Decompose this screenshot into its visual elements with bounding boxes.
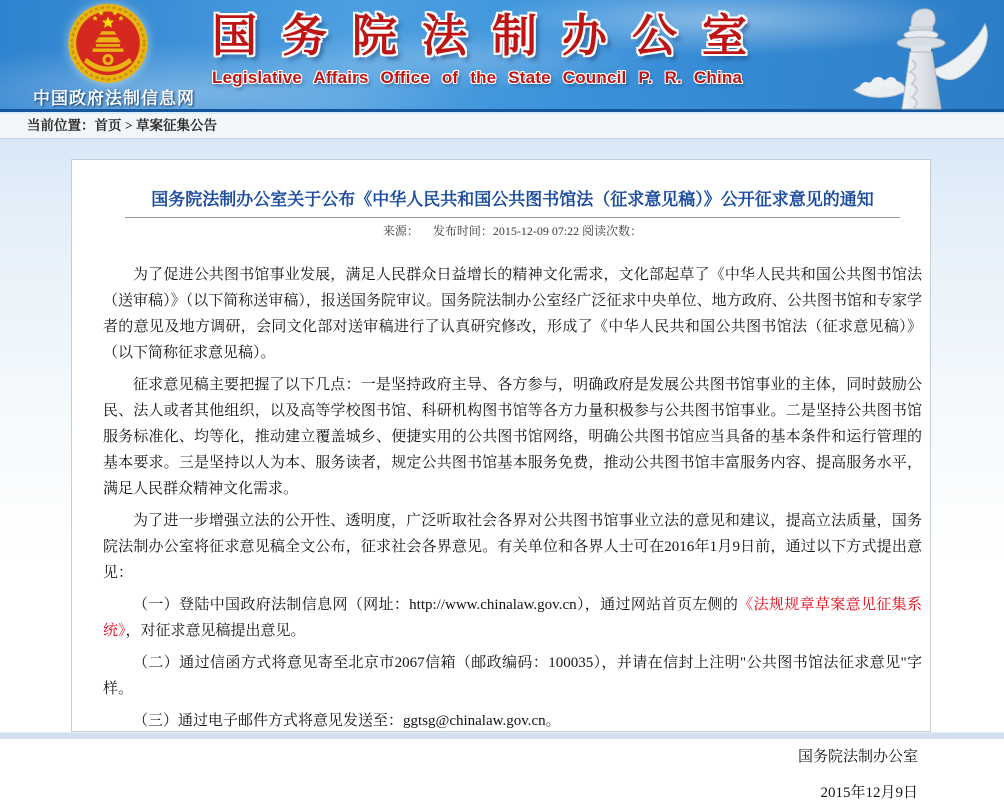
paragraph-4-tail: ，对征求意见稿提出意见。	[125, 623, 306, 639]
huabiao-column-icon	[814, 0, 1004, 109]
header-title-cn: 国务院法制办公室	[212, 10, 773, 61]
draft-comment-system-link[interactable]: 《法规规章草案意见征集系统》	[103, 597, 922, 639]
breadcrumb	[0, 112, 1004, 139]
title-divider	[125, 217, 900, 218]
site-header	[0, 0, 1004, 112]
meta-views-label: 阅读次数：	[582, 224, 643, 238]
meta-publish-time: 2015-12-09 07:22	[492, 224, 580, 238]
breadcrumb-label: 当前位置：	[27, 118, 95, 133]
national-emblem-icon	[62, 2, 154, 88]
paragraph-3: 为了进一步增强立法的公开性、透明度，广泛听取社会各界对公共图书馆事业立法的意见和建议，提高立法质量，国务院法制办公室将征求意见稿全文公布，征求社会各界意见。有关单位和各界人士可在2016年1月9日前，通过以下方式提出意见：	[103, 513, 922, 581]
article-meta	[103, 224, 922, 238]
signature-date: 2015年12月9日	[820, 785, 918, 801]
header-titles	[212, 8, 772, 88]
site-name: 中国政府法制信息网	[33, 89, 195, 108]
breadcrumb-home-link[interactable]: 首页	[94, 118, 122, 133]
paragraph-2: 征求意见稿主要把握了以下几点：一是坚持政府主导、各方参与，明确政府是发展公共图书馆事业的主体，同时鼓励公民、法人或者其他组织，以及高等学校图书馆、科研机构图书馆等各方力量积极参与公共图书馆事业。二是坚持公共图书馆服务标准化、均等化，推动建立覆盖城乡、便捷实用的公共图书馆网络，明确公共图书馆应当具备的基本条件和运行管理的基本要求。三是坚持以人为本、服务读者，规定公共图书馆基本服务免费，推动公共图书馆丰富服务内容、提高服务水平，满足人民群众精神文化需求。	[103, 377, 922, 497]
article-title: 国务院法制办公室关于公布《中华人民共和国公共图书馆法（征求意见稿）》公开征求意见的通知	[151, 190, 874, 209]
paragraph-5: （二）通过信函方式将意见寄至北京市2067信箱（邮政编码：100035），并请在信封上注明"公共图书馆法征求意见"字样。	[103, 655, 922, 697]
meta-publish-label: 发布时间：	[432, 224, 493, 238]
breadcrumb-section-link[interactable]: 草案征集公告	[135, 118, 217, 133]
meta-source-label: 来源：	[382, 224, 419, 238]
signature-office: 国务院法制办公室	[797, 749, 918, 765]
header-title-en: Legislative Affairs Office of the State Council P. R. China	[212, 68, 743, 87]
paragraph-6: （三）通过电子邮件方式将意见发送至：ggtsg@chinalaw.gov.cn。	[133, 713, 561, 729]
paragraph-1: 为了促进公共图书馆事业发展，满足人民群众日益增长的精神文化需求，文化部起草了《中华人民共和国公共图书馆法（送审稿）》（以下简称送审稿），报送国务院审议。国务院法制办公室经广泛征求中央单位、地方政府、公共图书馆和专家学者的意见及地方调研，会同文化部对送审稿进行了认真研究修改，形成了《中华人民共和国公共图书馆法（征求意见稿）》（以下简称征求意见稿）。	[103, 267, 922, 361]
paragraph-4	[103, 592, 922, 644]
paragraph-4-text: （一）登陆中国政府法制信息网（网址：http://www.chinalaw.gov.cn），通过网站首页左侧的	[133, 597, 739, 613]
main-area	[0, 139, 1004, 801]
article-body	[103, 262, 922, 734]
breadcrumb-separator: >	[121, 118, 136, 133]
article-box	[71, 159, 931, 801]
